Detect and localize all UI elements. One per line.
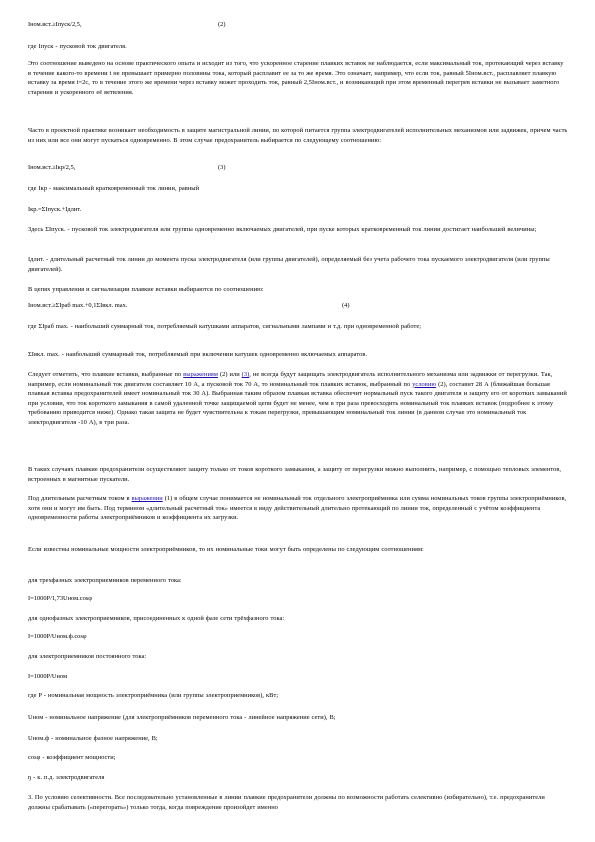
paragraph-eta: ŋ - к. п.д. электродвигателя xyxy=(28,774,105,781)
paragraph-idlit: Iдлит. - длительный расчетный ток линии до момента пуска электродвигателя (или группы двигателей), определяемый без учета рабочего тока пускаемого электродвигателя (или группы двигателей). xyxy=(28,256,550,273)
equation-3-number: (3) xyxy=(218,164,226,171)
note-text-4: (2), составит 28 А (ближайшая большая плавкая вставка предохранителей имеет номинальный ток 30 А). Выбранная таким образом плавкая вставка обеспечит нормальный пуск такого двигателя и защиту его от коротких замыканий при условии, что ток короткого замыкания в самой удаленной точке защищаемой цепи будет не менее, чем в три раза превосходить номинальный ток плавких вставок (подробнее к этому требованию приводится ниже). Однако такая защита не будет чувствительна к токам перегрузки, превышающим номинальный ток линии (в данном случае это номинальный ток электродвигателя -10 А), в три раза. xyxy=(28,380,567,426)
paragraph-unom: Uном - номинальное напряжение (для электроприёмников переменного тока - линейное напряжение сети), В; xyxy=(28,714,336,721)
long-text-1: Под длительным расчетным током в xyxy=(28,495,132,502)
paragraph-known-powers: Если известны номинальные мощности электроприёмников, то их номинальные токи могут быть определены по следующим соотношениям: xyxy=(28,546,424,553)
paragraph-control-circuits: В цепях управления и сигнализации плавкие вставки выбираются по соотношению: xyxy=(28,286,264,293)
paragraph-where-p: где P - номинальная мощность электроприёмника (или группы электроприемников), кВт; xyxy=(28,692,279,699)
equation-4: Iном.вст.≥ΣIраб max.+0,1ΣIвкл. max. xyxy=(28,302,128,309)
note-text-3: , не всегда будут защищать электродвигатель исполнительного механизма или задвижки от перегрузки. Так, например, если номинальный ток двигателя составляет 10 А, а пусковой ток 70 А, то номинальный ток плавких вставок, выбранный по xyxy=(28,371,553,388)
link-expressions[interactable]: выражениям xyxy=(183,371,219,378)
link-expression-3[interactable]: (3) xyxy=(241,371,250,378)
formula-dc: I=1000P/Uном xyxy=(28,673,67,680)
paragraph-long-current xyxy=(28,494,568,523)
equation-ikr: Iкр.=ΣIпуск.+Iдлит. xyxy=(28,206,82,213)
link-expression-1[interactable]: выражении xyxy=(131,495,163,502)
equation-4-number: (4) xyxy=(342,302,350,309)
paragraph-cosphi: cosφ - коэффициент мощности; xyxy=(28,754,116,761)
paragraph-ratio-explanation: Это соотношение выведено на основе практического опыта и исходит из того, что ускоренное старение плавких вставок не наблюдается, если максимальный ток, протекающий через вставку в течение какого-то времени t не превышает примерно половины тока, который расплавит ее за то же время. Это означает, например, что если ток, равный 5Iном.вст., расплавляет плавкую вставку за время t=2с, то в течение этого же времени через вставку может проходить ток, равный 2,5Iном.вст., и возникающий при этом временный перегрев вставки не вызывает заметного старения и ускоренного её ветвления. xyxy=(28,60,564,96)
paragraph-where-irab: где ΣIраб max. - наибольший суммарный ток, потребляемый катушками аппаратов, сигнальными лампами и т.д. при одновременной работе; xyxy=(28,323,422,330)
paragraph-ivkl: ΣIвкл. max. - наибольший суммарный ток, потребляемый при включении катушек одновременно включаемых аппаратов. xyxy=(28,351,368,358)
note-text-2: (2) или xyxy=(218,371,242,378)
formula-single-phase: I=1000P/Uном.ф.cosφ xyxy=(28,633,87,640)
paragraph-unomf: Uном.ф - номинальное фазное напряжение, В; xyxy=(28,735,158,742)
formula-three-phase: I=1000P/1,73Uном.cosφ xyxy=(28,595,92,602)
equation-2: Iном.вст.≥Iпуск/2,5, xyxy=(28,21,82,28)
note-text-1: Следует отметить, что плавкие вставки, выбранные по xyxy=(28,371,184,378)
link-condition[interactable]: условию xyxy=(412,380,437,388)
paragraph-three-phase: для трехфазных электроприемников переменного тока: xyxy=(28,577,182,584)
paragraph-where-ipusk: где Iпуск - пусковой ток двигателя. xyxy=(28,43,127,50)
equation-2-number: (2) xyxy=(218,21,226,28)
paragraph-note-fuses xyxy=(28,370,568,428)
paragraph-dc: для электроприемников постоянного тока: xyxy=(28,653,147,660)
paragraph-such-cases: В таких случаях плавкие предохранители осуществляют защиту только от токов короткого замыкания, а защиту от перегрузки можно выполнить, например, с помощью тепловых элементов, встроенных в магнитные пускатели. xyxy=(28,466,562,483)
long-text-2: (1) в общем случае понимается не номинальный ток отдельного электроприёмника или сумма номинальных токов группы электроприёмников, хотя они и могут им быть. Под термином «длительный расчетный ток» имеется в виду действительный длительно протекающий по линии ток, определенный с учётом коэффициента одновременности работы электроприёмников и коэффициента их загрузки. xyxy=(28,495,567,522)
paragraph-where-ikr: где Iкр - максимальный кратковременный ток линии, равный xyxy=(28,185,200,192)
equation-3: Iном.вст.≥Iкр/2,5, xyxy=(28,164,76,171)
paragraph-here-ipusk: Здесь ΣIпуск. - пусковой ток электродвигателя или группы одновременно включаемых двигателей, при пуске которых кратковременный ток линии достигает наибольшей величины; xyxy=(28,226,537,233)
paragraph-selectivity: 3. По условию селективности. Все последовательно установленные в линии плавкие предохранители должны по возможности работать селективно (избирательно), т.е. предохранители должны срабатывать («перегорать») только тогда, когда повреждение произойдет именно xyxy=(28,794,545,811)
paragraph-single-phase: для однофазных электроприемников, присоединенных к одной фазе сети трёхфазного тока: xyxy=(28,615,285,622)
paragraph-design-practice: Часто в проектной практике возникает необходимость в защите магистральной линии, по которой питается группа электродвигателей исполнительных механизмов или задвижек, причем часть из них или все они могут пускаться одновременно. В этом случае предохранитель выбирается по следующему соотношению: xyxy=(28,127,568,144)
